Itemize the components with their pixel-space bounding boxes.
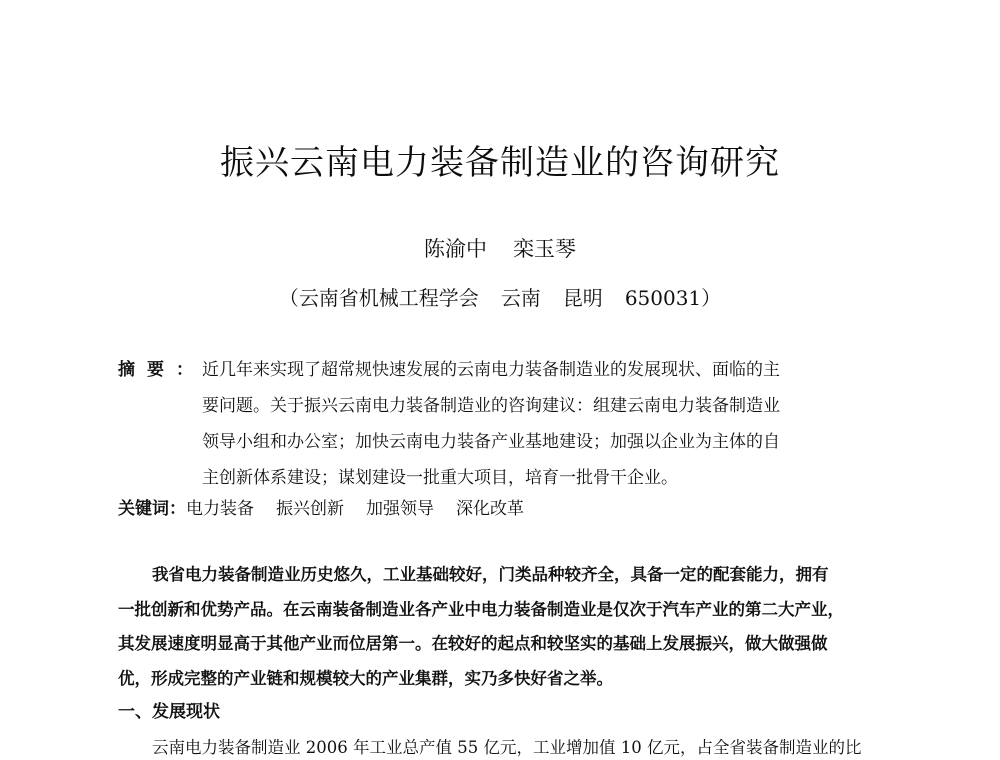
abstract-line: 近几年来实现了超常规快速发展的云南电力装备制造业的发展现状、面临的主 xyxy=(202,360,780,380)
author-name: 栾玉琴 xyxy=(513,237,576,261)
keyword: 加强领导 xyxy=(366,499,434,519)
paper-title: 振兴云南电力装备制造业的咨询研究 xyxy=(220,143,780,183)
keyword: 振兴创新 xyxy=(276,499,344,519)
paragraph-line: 其发展速度明显高于其他产业而位居第一。在较好的起点和较坚实的基础上发展振兴，做大做强做 xyxy=(118,634,828,653)
abstract-label: 摘要： xyxy=(118,360,193,380)
section-paragraph-line: 云南电力装备制造业 2006 年工业总产值 55 亿元，工业增加值 10 亿元，占全省装备制造业的比 xyxy=(152,738,862,757)
affiliation-province: 云南 xyxy=(500,286,541,310)
affiliation-close-paren: ） xyxy=(701,286,722,310)
affiliation-org: 云南省机械工程学会 xyxy=(298,286,479,310)
abstract-colon: ： xyxy=(176,360,193,380)
abstract-body xyxy=(202,352,892,496)
keyword: 深化改革 xyxy=(456,499,524,519)
section-heading: 一、发展现状 xyxy=(118,702,220,722)
author-name: 陈渝中 xyxy=(424,237,487,261)
paragraph-line: 我省电力装备制造业历史悠久，工业基础较好，门类品种较齐全，具备一定的配套能力，拥有 xyxy=(152,565,829,584)
keyword: 电力装备 xyxy=(186,499,254,519)
keywords-label: 关键词： xyxy=(118,499,186,519)
affiliation-city: 昆明 xyxy=(562,286,603,310)
affiliation xyxy=(0,283,1000,313)
intro-paragraph xyxy=(118,558,894,696)
paragraph-line: 优，形成完整的产业链和规模较大的产业集群，实乃多快好省之举。 xyxy=(118,668,613,688)
abstract-line: 要问题。关于振兴云南电力装备制造业的咨询建议：组建云南电力装备制造业 xyxy=(202,396,780,416)
affiliation-open-paren: （ xyxy=(278,286,299,310)
abstract-line: 领导小组和办公室；加快云南电力装备产业基地建设；加强以企业为主体的自 xyxy=(202,432,780,452)
paragraph-line: 一批创新和优势产品。在云南装备制造业各产业中电力装备制造业是仅次于汽车产业的第二大产业， xyxy=(118,599,844,619)
abstract-line: 主创新体系建设；谋划建设一批重大项目，培育一批骨干企业。 xyxy=(202,468,678,488)
affiliation-postcode: 650031 xyxy=(624,286,702,310)
keywords xyxy=(118,494,893,524)
author-list xyxy=(0,234,1000,264)
